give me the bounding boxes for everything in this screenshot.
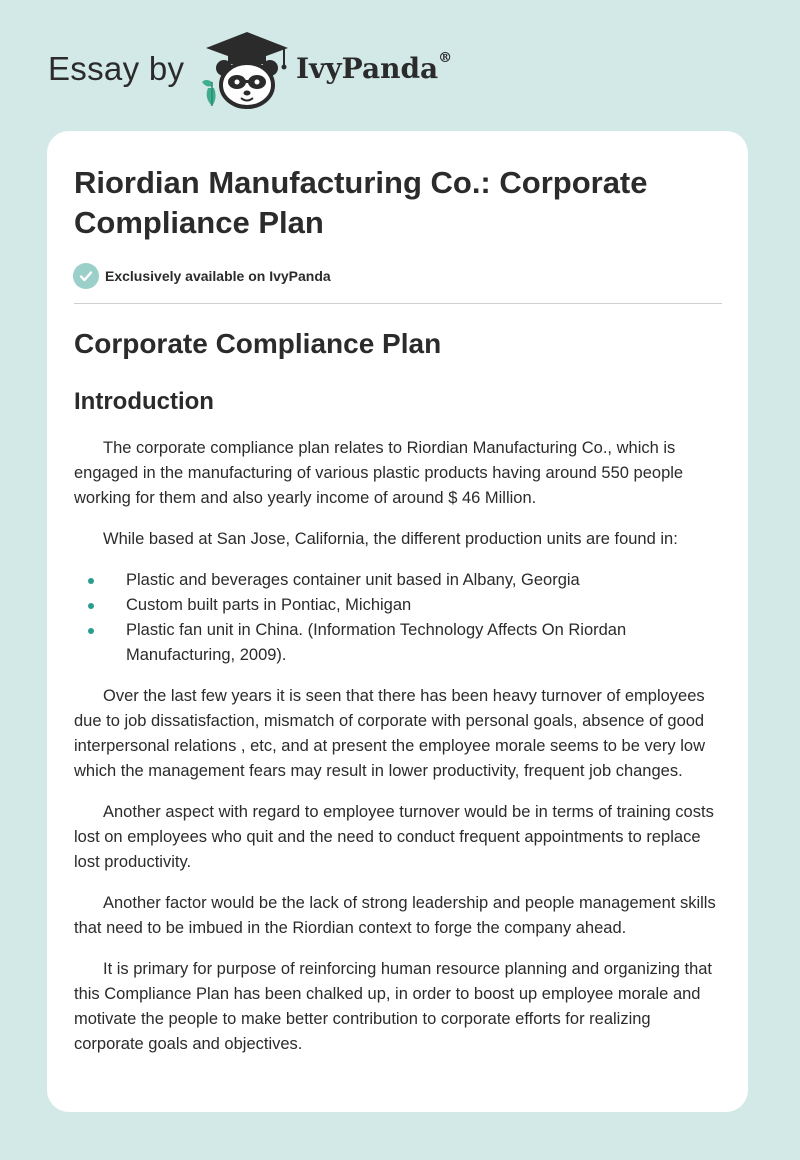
essay-body [74,436,724,1073]
subsection-heading: Introduction [74,388,214,415]
section-heading: Corporate Compliance Plan [74,328,442,359]
list-item [74,618,724,668]
divider [74,303,722,304]
site-header [48,30,468,110]
exclusive-label: Exclusively available on IvyPanda [105,268,331,284]
paragraph: While based at San Jose, California, the different production units are found in: [103,530,678,548]
bullet-icon [88,603,94,609]
list-item-text: Plastic fan unit in China. (Information Technology Affects On Riordan Manufacturing, 2009). [126,621,627,664]
brand-name[interactable]: IvyPanda® [296,49,453,85]
production-units-list [74,568,724,668]
paragraph: Another factor would be the lack of strong leadership and people management skills that need to be imbued in the Riordian context to forge the company ahead. [74,894,716,937]
check-icon [73,263,99,289]
list-item [74,568,724,593]
registered-mark: ® [438,49,453,66]
list-item [74,593,724,618]
bullet-icon [88,578,94,584]
bullet-icon [88,628,94,634]
list-item-text: Custom built parts in Pontiac, Michigan [126,596,412,614]
essay-by-label: Essay by [48,50,185,87]
paragraph: Another aspect with regard to employee turnover would be in terms of training costs lost on employees who quit and the need to conduct frequent appointments to replace lost productivity. [74,803,714,871]
paragraph: It is primary for purpose of reinforcing human resource planning and organizing that this Compliance Plan has been chalked up, in order to boost up employee morale and motivate the people to make better contribution to corporate efforts for realizing corporate goals and objectives. [74,960,713,1053]
panda-logo-icon[interactable] [202,30,292,110]
paragraph: The corporate compliance plan relates to Riordian Manufacturing Co., which is engaged in the manufacturing of various plastic products having around 550 people working for them and also yearly income of around $ 46 Million. [74,439,684,507]
essay-card [47,131,748,1112]
list-item-text: Plastic and beverages container unit based in Albany, Georgia [126,571,580,589]
page-title: Riordian Manufacturing Co.: Corporate Compliance Plan [74,165,648,240]
exclusive-badge [73,262,331,290]
paragraph: Over the last few years it is seen that there has been heavy turnover of employees due to job dissatisfaction, mismatch of corporate with personal goals, absence of good interpersonal relations , etc, and at present the employee morale seems to be very low which the management fears may result in lower productivity, frequent job changes. [74,687,705,780]
